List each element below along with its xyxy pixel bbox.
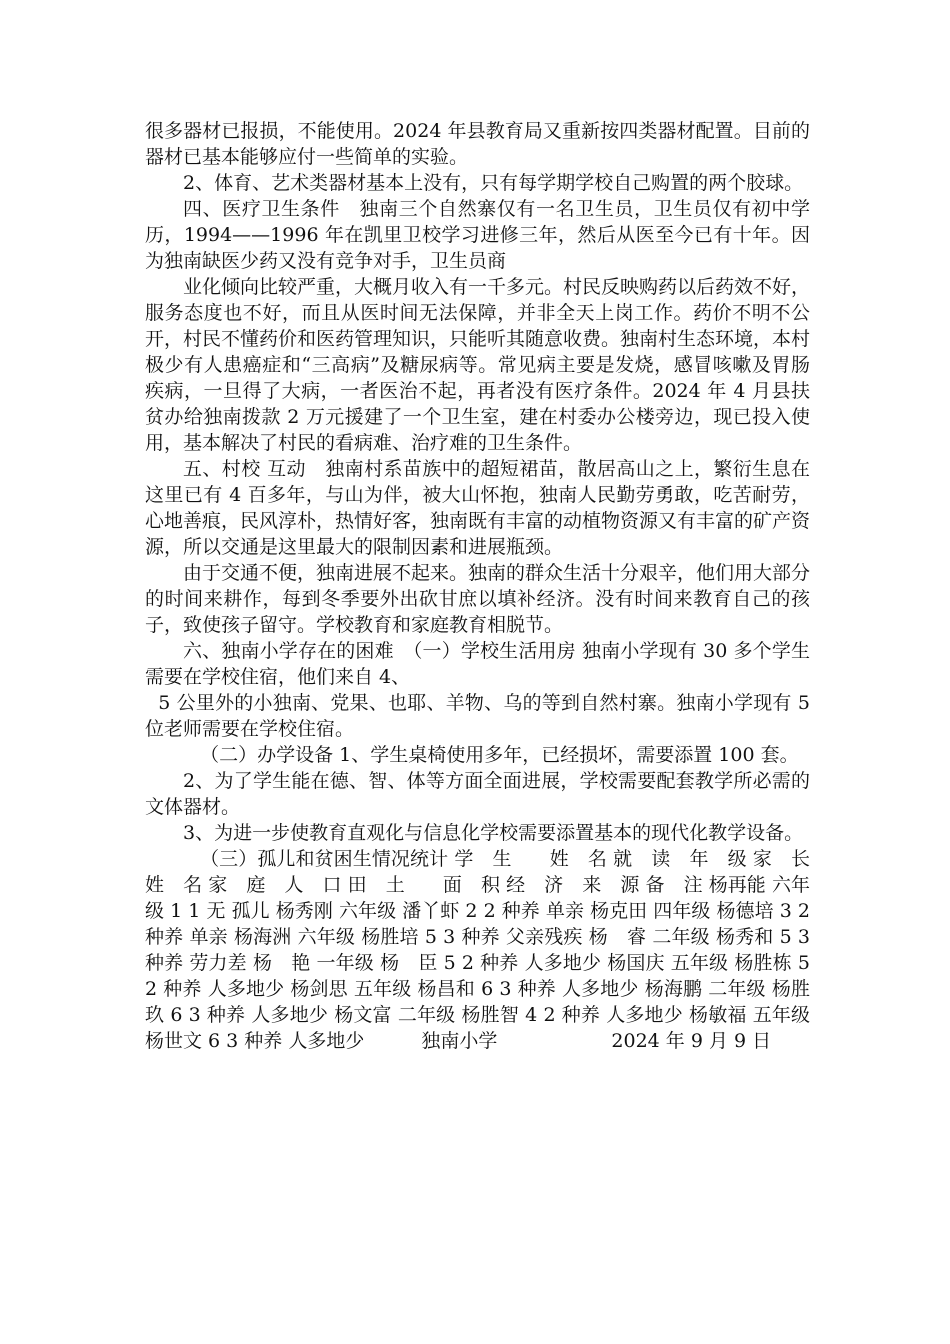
signature-date: 2024 年 9 月 9 日 — [611, 1030, 772, 1052]
signature-gap-2 — [497, 1030, 611, 1052]
paragraph-sports-equipment-need: 2、为了学生能在德、智、体等方面全面进展，学校需要配套教学所必需的文体器材。 — [145, 770, 810, 818]
paragraph-transport-difficulties: 由于交通不便，独南进展不起来。独南的群众生活十分艰辛，他们用大部分的时间来耕作，每到冬季要外出砍甘庶以填补经济。没有时间来教育自己的孩子，致使孩子留守。学校教育和家庭教育相脱节。 — [145, 562, 811, 636]
document-page — [145, 118, 830, 1054]
paragraph-sports-art-equipment: 2、体育、艺术类器材基本上没有，只有每学期学校自己购置的两个胶球。 — [183, 172, 804, 194]
paragraph-medical-conditions: 四、医疗卫生条件 独南三个自然寨仅有一名卫生员，卫生员仅有初中学历，1994——1996 年在凯里卫校学习进修三年，然后从医至今已有十年。因为独南缺医少药又没有竞争对手，卫生员商 — [145, 198, 810, 272]
orphan-statistics-text: （三）孤儿和贫困生情况统计 学 生 姓 名 就 读 年 级 家 长 姓 名 家 庭 人 口 田 土 面 积 经 济 来 源 备 注 杨再能 六年级 1 1 无 孤儿 杨秀刚 六年级 潘丫虾 2 2 种养 单亲 杨克田 四年级 杨德培 3 2 种养 单亲 杨海洲 六年级 杨胜培 5 3 种养 父亲残疾 杨 睿 二年级 杨秀和 5 3 种养 劳力差 杨 艳 一年级 杨 臣 5 2 种养 人多地少 杨国庆 五年级 杨胜栋 5 2 种养 人多地少 杨剑思 五年级 杨昌和 6 3 种养 人多地少 杨海鹏 二年级 杨胜玖 6 3 种养 人多地少 杨文富 二年级 杨胜智 4 2 种养 人多地少 杨敏福 五年级 杨世文 6 3 种养 人多地少 — [145, 848, 830, 1052]
signature-gap — [364, 1030, 421, 1052]
paragraph-modern-equipment-need: 3、为进一步使教育直观化与信息化学校需要添置基本的现代化教学设备。 — [183, 822, 804, 844]
paragraph-village-school-interaction: 五、村校 互动 独南村系苗族中的超短裙苗，散居高山之上，繁衍生息在这里已有 4 百多年，与山为伴，被大山怀抱，独南人民勤劳勇敢，吃苦耐劳，心地善痕，民风淳朴，热情好客，独南既有丰富的动植物资源又有丰富的矿产资源，所以交通是这里最大的限制因素和进展瓶颈。 — [145, 458, 811, 558]
paragraph-school-equipment: （二）办学设备 1、学生桌椅使用多年，已经损坏，需要添置 100 套。 — [200, 744, 799, 766]
paragraph-orphan-statistics — [145, 846, 830, 1054]
paragraph-equipment-status: 很多器材已报损，不能使用。2024 年县教育局又重新按四类器材配置。目前的器材已基本能够应付一些简单的实验。 — [145, 120, 810, 168]
paragraph-school-difficulties: 六、独南小学存在的困难 （一）学校生活用房 独南小学现有 30 多个学生需要在学校住宿，他们来自 4、 — [145, 640, 810, 688]
paragraph-medical-details: 业化倾向比较严重，大概月收入有一千多元。村民反映购药以后药效不好，服务态度也不好，而且从医时间无法保障，并非全天上岗工作。药价不明不公开，村民不懂药价和医药管理知识，只能听其随意收费。独南村生态环境，本村极少有人患癌症和“三高病”及糖尿病等。常见病主要是发烧，感冒咳嗽及胃肠疾病，一旦得了大病，一者医治不起，再者没有医疗条件。2024 年 4 月县扶贫办给独南拨款 2 万元援建了一个卫生室，建在村委办公楼旁边，现已投入使用，基本解决了村民的看病难、治疗难的卫生条件。 — [145, 276, 811, 454]
signature-school: 独南小学 — [421, 1030, 498, 1052]
paragraph-boarding-villages: 5 公里外的小独南、党果、也耶、羊物、乌的等到自然村寨。独南小学现有 5 位老师需要在学校住宿。 — [145, 692, 810, 740]
